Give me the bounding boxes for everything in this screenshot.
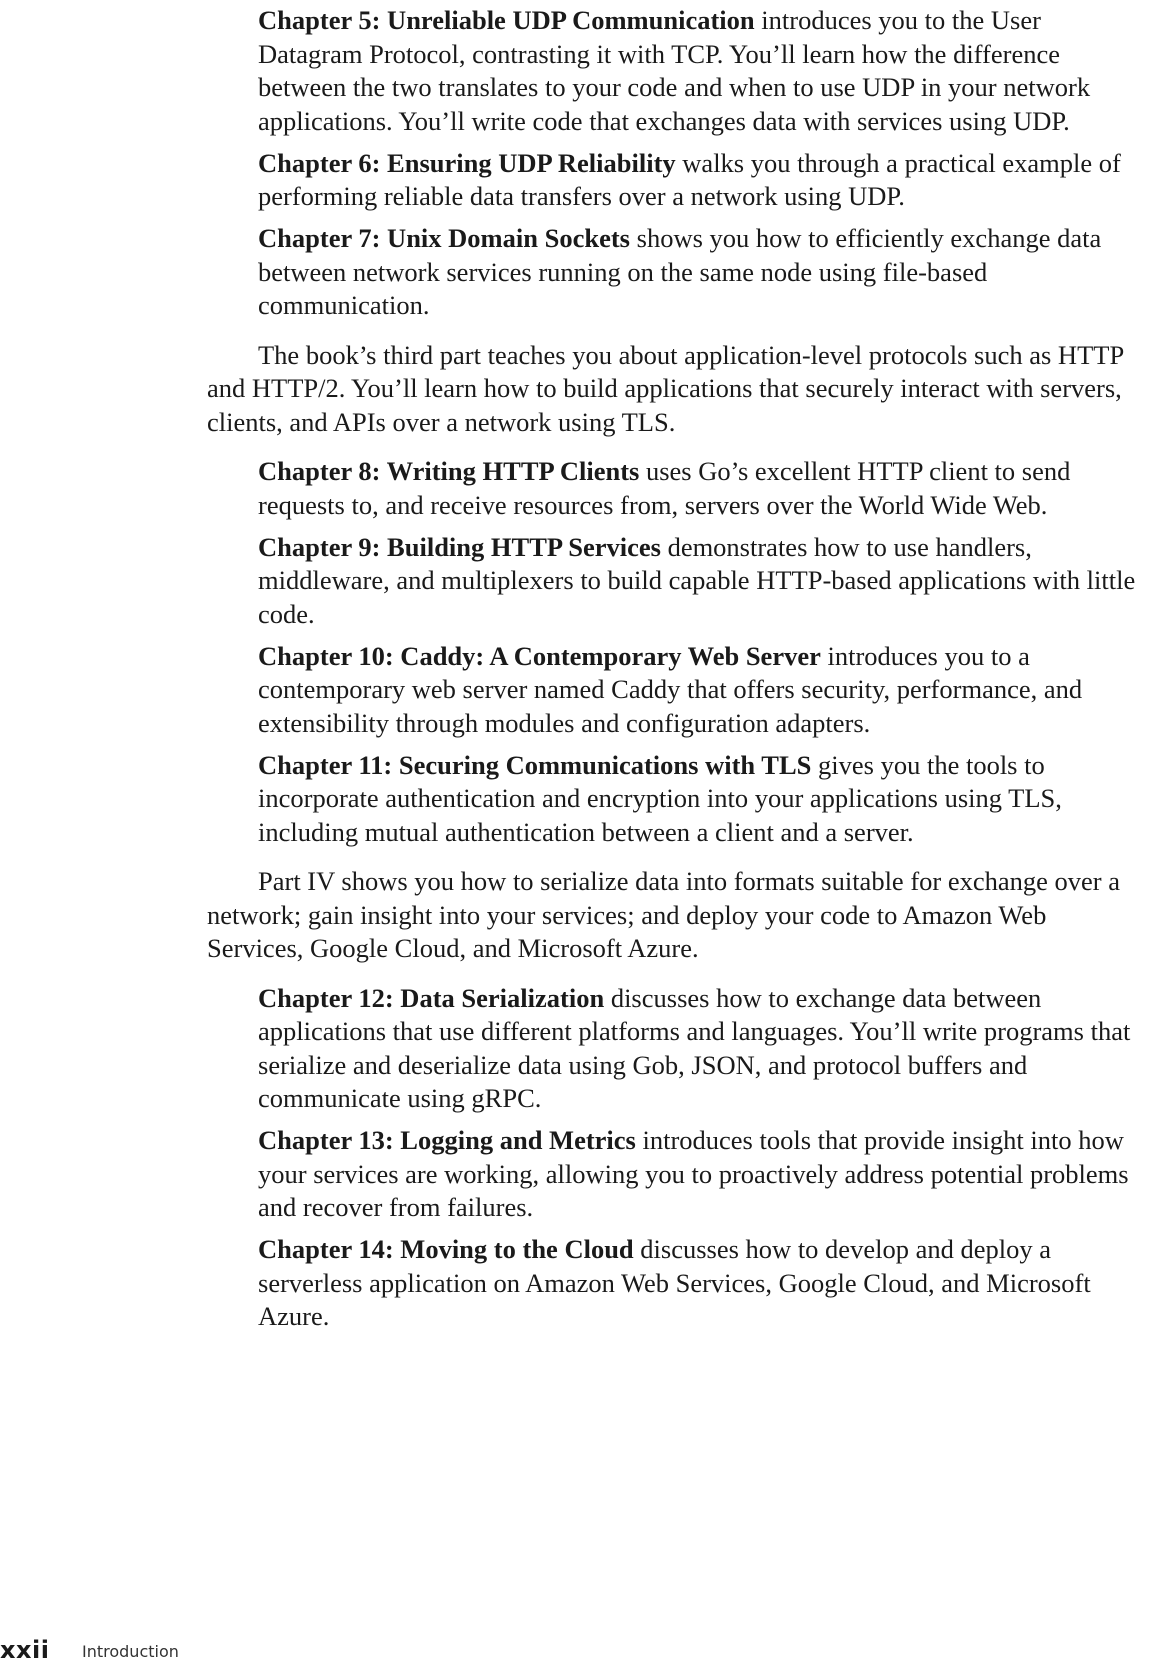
chapter-title: Chapter 12: Data Serialization (258, 982, 605, 1013)
chapter-description: uses Go’s excellent HTTP client to send requests to, and receive resources from, servers over the World Wide Web. (258, 456, 1071, 520)
chapter-title: Chapter 11: Securing Communications with TLS (258, 749, 812, 780)
chapter-summary-8 (258, 455, 1137, 522)
page-content (207, 4, 1137, 1342)
chapter-description: walks you through a practical example of performing reliable data transfers over a network using UDP. (258, 147, 1121, 211)
chapter-title: Chapter 7: Unix Domain Sockets (258, 223, 630, 253)
chapter-summary-6 (258, 147, 1137, 214)
chapter-description: introduces tools that provide insight into how your services are working, allowing you to proactively address potential problems and recover from failures. (258, 1125, 1129, 1222)
chapter-summary-14 (258, 1233, 1137, 1334)
chapter-description: gives you the tools to incorporate authentication and encryption into your applications using TLS, including mutual authentication between a client and a server. (258, 749, 1062, 847)
chapter-title: Chapter 5: Unreliable UDP Communication (258, 5, 755, 35)
chapter-description: introduces you to the User Datagram Protocol, contrasting it with TCP. You’ll learn how the difference between the two translates to your code and when to use UDP in your network applications. You’ll write code that exchanges data with services using UDP. (258, 5, 1091, 136)
chapter-summary-13 (258, 1124, 1137, 1225)
page-number: xxii (0, 1636, 50, 1664)
chapter-title: Chapter 8: Writing HTTP Clients (258, 456, 640, 486)
chapter-description: demonstrates how to use handlers, middleware, and multiplexers to build capable HTTP-based applications with little code. (258, 531, 1136, 629)
chapter-summary-12 (258, 982, 1137, 1116)
chapter-title: Chapter 13: Logging and Metrics (258, 1125, 636, 1155)
chapter-summary-9 (258, 531, 1137, 632)
chapter-summary-10 (258, 640, 1137, 741)
chapter-title: Chapter 10: Caddy: A Contemporary Web Server (258, 640, 821, 671)
running-head: Introduction (82, 1642, 179, 1661)
chapter-title: Chapter 9: Building HTTP Services (258, 531, 661, 562)
chapter-description: discusses how to exchange data between applications that use different platforms and languages. You’ll write programs that serialize and deserialize data using Gob, JSON, and protocol buffers and communicate using gRPC. (258, 982, 1131, 1113)
chapter-description: introduces you to a contemporary web server named Caddy that offers security, performance, and extensibility through modules and configuration adapters. (258, 640, 1083, 738)
chapter-title: Chapter 14: Moving to the Cloud (258, 1234, 634, 1264)
chapter-summary-5 (258, 4, 1137, 138)
chapter-title: Chapter 6: Ensuring UDP Reliability (258, 147, 676, 178)
chapter-summary-11 (258, 749, 1137, 850)
body-paragraph-part-4: Part IV shows you how to serialize data into formats suitable for exchange over a network; gain insight into your services; and deploy your code to Amazon Web Services, Google Cloud, and Microsoft Azure. (207, 866, 1120, 963)
body-paragraph-part-3: The book’s third part teaches you about application-level protocols such as HTTP and HTTP/2. You’ll learn how to build applications that securely interact with servers, clients, and APIs over a network using TLS. (207, 339, 1124, 437)
chapter-summary-7 (258, 222, 1137, 323)
chapter-description: shows you how to efficiently exchange data between network services running on the same node using file-based communication. (258, 223, 1102, 320)
chapter-description: discusses how to develop and deploy a serverless application on Amazon Web Services, Google Cloud, and Microsoft Azure. (258, 1234, 1091, 1331)
page-footer (0, 1636, 400, 1666)
